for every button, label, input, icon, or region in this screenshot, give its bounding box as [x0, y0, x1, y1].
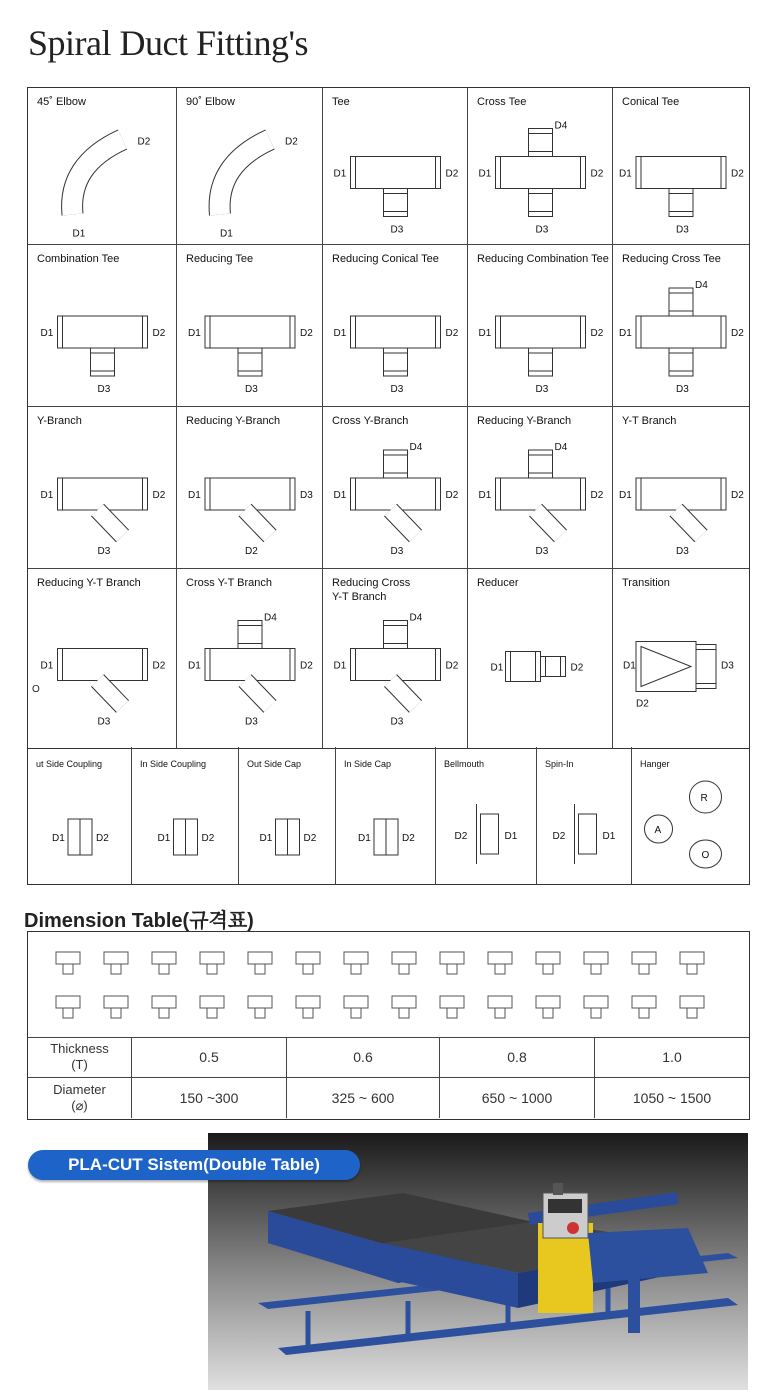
cross-y-branch-icon: [323, 407, 468, 569]
fitting-cell: [323, 245, 468, 407]
fitting-thumbnail: [248, 996, 272, 1018]
fitting-cell: [468, 245, 613, 407]
fitting-thumbnail: [488, 996, 512, 1018]
fitting-label: Cross Y-T Branch: [186, 577, 273, 589]
fitting-thumbnail: [632, 996, 656, 1018]
fitting-cell: [177, 88, 323, 245]
fitting-label: Conical Tee: [622, 96, 680, 108]
dim-label: D3: [721, 660, 734, 672]
reducing-combination-tee-icon: [468, 245, 613, 407]
dimension-table: [27, 931, 750, 1120]
dim-label: D2: [445, 490, 459, 501]
dim-label: D1: [188, 490, 201, 501]
table-cell: 150 ~300: [132, 1078, 287, 1118]
conical-tee-icon: [613, 88, 749, 245]
table-cell: 650 ~ 1000: [440, 1078, 595, 1118]
hanger-icon: [632, 747, 749, 884]
fitting-label: Y-T Branch: [622, 415, 677, 427]
fitting-label: Reducing Y-T Branch: [37, 577, 141, 589]
y-branch-icon: [28, 407, 177, 569]
dim-label: D4: [409, 442, 423, 453]
dim-label: D1: [259, 833, 273, 844]
fitting-cell: [613, 245, 749, 407]
reducing-conical-tee-icon: [323, 245, 468, 407]
fitting-thumbnail: [344, 952, 368, 974]
reducing-cross-tee-icon: [613, 245, 749, 407]
fitting-cell: [613, 407, 749, 569]
fitting-label: 45˚ Elbow: [37, 96, 86, 108]
fitting-label: Cross Tee: [477, 96, 527, 108]
dim-label: D3: [300, 490, 313, 501]
page-title: Spiral Duct Fitting's: [28, 23, 308, 63]
fitting-thumbnail: [104, 952, 128, 974]
dim-label: D1: [504, 831, 518, 842]
accessory-cell: [132, 747, 239, 884]
dim-label: D3: [245, 716, 258, 728]
dim-label: D2: [201, 833, 215, 844]
fitting-label: Tee: [332, 96, 350, 108]
fitting-cell: [323, 569, 468, 748]
fitting-thumbnail: [344, 996, 368, 1018]
fitting-cell: [28, 245, 177, 407]
dim-label: D3: [676, 224, 689, 236]
dim-label: D2: [152, 660, 166, 672]
dim-label: D2: [590, 168, 604, 180]
cross-y-t-branch-icon: [177, 569, 323, 748]
fitting-thumbnails: [28, 932, 749, 1037]
dim-label: D1: [619, 168, 632, 180]
fitting-thumbnail: [296, 996, 320, 1018]
fitting-cell: [613, 569, 749, 748]
dim-label: D1: [188, 660, 201, 672]
dim-label: D1: [157, 833, 171, 844]
dim-label: D1: [40, 328, 54, 339]
dim-label: D3: [97, 384, 111, 395]
fitting-thumbnail: [200, 996, 224, 1018]
dim-label: D3: [535, 546, 549, 557]
fitting-cell: [177, 407, 323, 569]
reducing-tee-icon: [177, 245, 323, 407]
fitting-label: Reducer: [477, 577, 519, 589]
y-t-branch-icon: [613, 407, 749, 569]
fitting-thumbnail: [440, 996, 464, 1018]
dim-label: D2: [445, 660, 459, 672]
fitting-thumbnail: [680, 952, 704, 974]
fitting-thumbnail: [584, 996, 608, 1018]
accessory-cell: [28, 747, 132, 884]
dim-label: D2: [96, 833, 109, 844]
dim-label: D1: [72, 228, 86, 240]
accessory-cell: [632, 747, 749, 884]
accessory-cell: [336, 747, 436, 884]
fitting-thumbnail: [152, 952, 176, 974]
outside-coupling-icon: [28, 747, 132, 884]
dim-label: D1: [619, 328, 632, 339]
fitting-thumbnail: [488, 952, 512, 974]
accessory-label: Bellmouth: [444, 759, 485, 769]
dim-label: D3: [535, 224, 549, 236]
accessory-label: In Side Cap: [344, 759, 392, 769]
fitting-thumbnail: [152, 996, 176, 1018]
row-header: Thickness (T): [28, 1037, 132, 1077]
accessories-grid: [27, 747, 750, 885]
dim-label: D4: [554, 120, 568, 132]
machine-badge: PLA-CUT Sistem(Double Table): [28, 1150, 360, 1180]
dim-label: D1: [333, 490, 347, 501]
dim-label: D1: [52, 833, 65, 844]
row-header: Diameter (⌀): [28, 1078, 132, 1118]
fitting-label: Cross Y-Branch: [332, 415, 409, 427]
reducing-y-t-branch-icon: [28, 569, 177, 748]
dim-label: D2: [300, 328, 313, 339]
dim-label: D1: [490, 662, 504, 674]
dim-label: D2: [152, 328, 166, 339]
dim-label: D1: [619, 490, 632, 501]
dim-label: D2: [137, 136, 151, 148]
fitting-thumbnail: [584, 952, 608, 974]
dim-label: D1: [220, 228, 233, 240]
table-cell: 325 ~ 600: [287, 1078, 440, 1118]
hanger-label: R: [700, 793, 708, 804]
fitting-thumbnail: [104, 996, 128, 1018]
dim-label: D3: [390, 716, 404, 728]
dim-label: D1: [188, 328, 201, 339]
elbow-45-icon: [28, 88, 177, 245]
table-cell: 0.6: [287, 1037, 440, 1077]
dim-label: D2: [636, 698, 649, 710]
outside-cap-icon: [239, 747, 336, 884]
dimension-table-title: Dimension Table(규격표): [24, 910, 254, 932]
table-cell: 1.0: [662, 1049, 682, 1065]
dim-label: D2: [731, 168, 744, 180]
fitting-cell: [468, 88, 613, 245]
fitting-icons-strip: [28, 932, 749, 1038]
hanger-label: O: [701, 850, 710, 861]
dim-label: D4: [264, 612, 277, 624]
fitting-cell: [323, 88, 468, 245]
fitting-label: Reducing Cross Tee: [622, 253, 721, 265]
fitting-thumbnail: [392, 952, 416, 974]
dim-label: D1: [40, 660, 54, 672]
combination-tee-icon: [28, 245, 177, 407]
fitting-cell: [177, 569, 323, 748]
hanger-label: A: [654, 825, 662, 836]
transition-icon: [613, 569, 749, 748]
table-cell: 0.8: [440, 1037, 595, 1077]
fitting-label: 90˚ Elbow: [186, 96, 235, 108]
fitting-cell: [28, 569, 177, 748]
cross-tee-icon: [468, 88, 613, 245]
accessory-label: Out Side Cap: [247, 759, 302, 769]
dim-label: D1: [333, 328, 347, 339]
dim-label: D2: [590, 328, 604, 339]
fitting-thumbnail: [200, 952, 224, 974]
accessory-label: Hanger: [640, 759, 670, 769]
fittings-grid: [27, 87, 750, 749]
dim-label: D2: [303, 833, 317, 844]
dim-label: D3: [97, 546, 111, 557]
dim-label: D1: [602, 831, 616, 842]
reducing-y-branch-2-icon: [468, 407, 613, 569]
fitting-cell: [468, 407, 613, 569]
dim-label: D3: [97, 716, 111, 728]
bellmouth-icon: [436, 747, 537, 884]
fitting-cell: [28, 407, 177, 569]
dim-label: D3: [390, 384, 404, 395]
dim-label: D3: [676, 384, 689, 395]
dim-label: D4: [409, 612, 423, 624]
fitting-label: Reducing Y-Branch: [477, 415, 572, 427]
elbow-90-icon: [177, 88, 323, 245]
dim-label: D1: [333, 660, 347, 672]
fitting-label: Combination Tee: [37, 253, 120, 265]
dim-label: D2: [402, 833, 415, 844]
dim-label: D3: [390, 546, 404, 557]
dim-label: D2: [590, 490, 604, 501]
fitting-cell: [468, 569, 613, 748]
inside-coupling-icon: [132, 747, 239, 884]
small-mark: O: [32, 684, 40, 695]
dim-label: D2: [731, 328, 744, 339]
dim-label: D1: [478, 490, 492, 501]
fitting-thumbnail: [248, 952, 272, 974]
accessory-label: Spin-In: [545, 759, 574, 769]
fitting-thumbnail: [536, 996, 560, 1018]
dim-label: D2: [300, 660, 313, 672]
table-cell: 1050 ~ 1500: [632, 1090, 712, 1106]
fitting-label: Transition: [622, 577, 670, 589]
accessory-cell: [239, 747, 336, 884]
dim-label: D1: [358, 833, 371, 844]
accessory-label: ut Side Coupling: [36, 759, 103, 769]
thickness-row: [28, 1037, 749, 1078]
fitting-cell: [613, 88, 749, 245]
dim-label: D1: [40, 490, 54, 501]
fitting-thumbnail: [632, 952, 656, 974]
fitting-thumbnail: [56, 996, 80, 1018]
accessory-label: In Side Coupling: [140, 759, 207, 769]
dim-label: D2: [570, 662, 584, 674]
diameter-row: [28, 1078, 749, 1118]
dim-label: D2: [552, 831, 566, 842]
dim-label: D3: [535, 384, 549, 395]
fitting-label: Reducing Tee: [186, 253, 254, 265]
table-cell: 0.5: [132, 1037, 287, 1077]
fitting-thumbnail: [536, 952, 560, 974]
reducing-y-branch-icon: [177, 407, 323, 569]
spin-in-icon: [537, 747, 632, 884]
dim-label: D4: [554, 442, 568, 453]
dim-label: D2: [445, 168, 459, 180]
fitting-label: Reducing Y-Branch: [186, 415, 281, 427]
dim-label: D2: [454, 831, 468, 842]
fitting-label: Reducing Cross Y-T Branch: [332, 577, 411, 603]
dim-label: D1: [333, 168, 347, 180]
dim-label: D1: [623, 660, 636, 672]
dim-label: D3: [245, 384, 258, 395]
fitting-cell: [28, 88, 177, 245]
tee-icon: [323, 88, 468, 245]
fitting-thumbnail: [296, 952, 320, 974]
dim-label: D2: [152, 490, 166, 501]
reducing-cross-y-t-branch-icon: [323, 569, 468, 748]
dim-label: D2: [731, 490, 744, 501]
dim-label: D3: [390, 224, 404, 236]
fitting-thumbnail: [56, 952, 80, 974]
accessory-cell: [537, 747, 632, 884]
dim-label: D1: [478, 168, 492, 180]
dim-label: D1: [478, 328, 492, 339]
inside-cap-icon: [336, 747, 436, 884]
dim-label: D2: [245, 546, 258, 557]
fitting-label: Y-Branch: [37, 415, 82, 427]
dim-label: D2: [445, 328, 459, 339]
dim-label: D2: [285, 136, 298, 148]
dim-label: D4: [695, 280, 708, 291]
fitting-thumbnail: [440, 952, 464, 974]
fitting-thumbnail: [392, 996, 416, 1018]
fitting-label: Reducing Combination Tee: [477, 253, 609, 265]
dim-label: D3: [676, 546, 689, 557]
fitting-label: Reducing Conical Tee: [332, 253, 439, 265]
fitting-cell: [177, 245, 323, 407]
reducer-icon: [468, 569, 613, 748]
fitting-cell: [323, 407, 468, 569]
fitting-thumbnail: [680, 996, 704, 1018]
accessory-cell: [436, 747, 537, 884]
